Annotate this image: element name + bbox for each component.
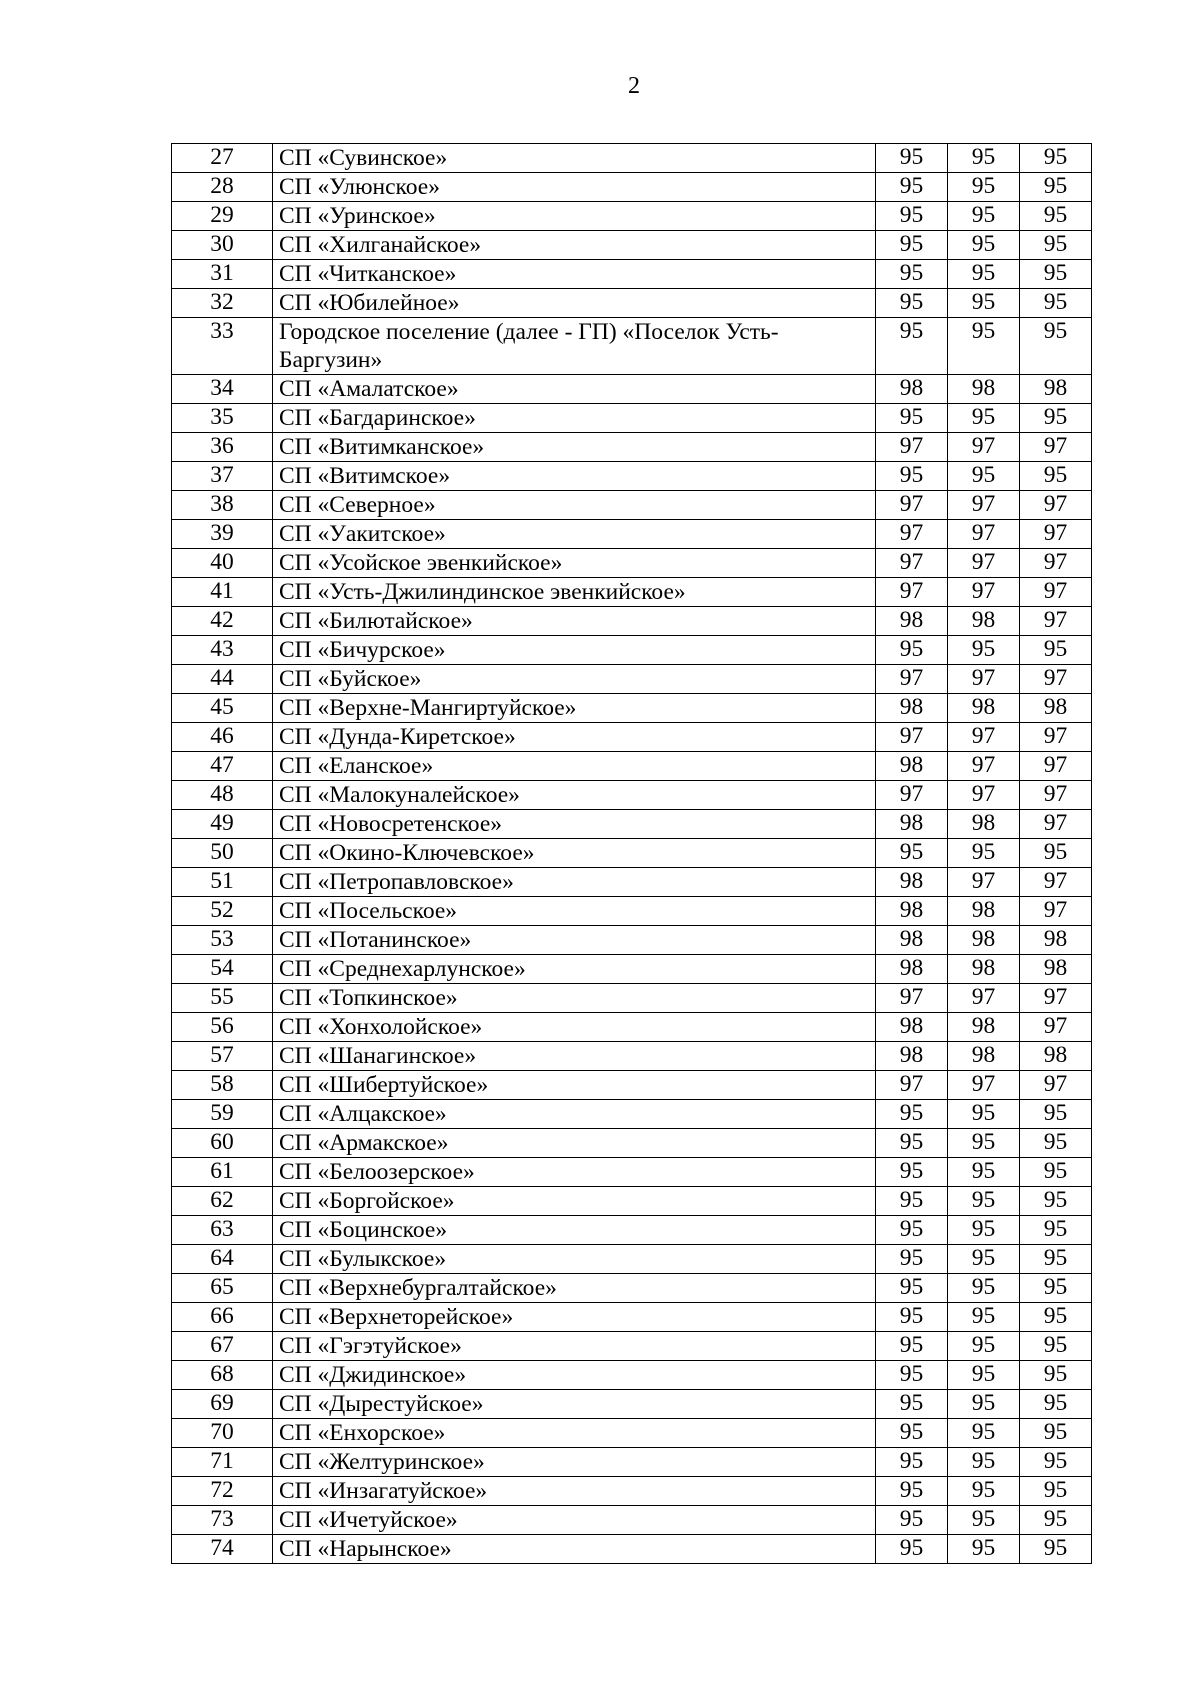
value-cell-2: 97 (948, 781, 1020, 810)
settlement-name: СП «Ичетуйское» (273, 1506, 876, 1535)
value-cell-1: 98 (876, 694, 948, 723)
table-row (172, 144, 1092, 173)
value-cell-3: 97 (1020, 1071, 1092, 1100)
table-row (172, 1100, 1092, 1129)
value-cell-1: 97 (876, 491, 948, 520)
settlement-name: СП «Бичурское» (273, 636, 876, 665)
settlement-name: СП «Уринское» (273, 202, 876, 231)
value-cell-1: 95 (876, 1274, 948, 1303)
table-row (172, 1303, 1092, 1332)
value-cell-3: 95 (1020, 289, 1092, 318)
value-cell-1: 98 (876, 810, 948, 839)
table-row (172, 955, 1092, 984)
table-row (172, 984, 1092, 1013)
value-cell-2: 95 (948, 1100, 1020, 1129)
value-cell-2: 95 (948, 839, 1020, 868)
row-number: 44 (172, 665, 273, 694)
table-row (172, 752, 1092, 781)
value-cell-2: 95 (948, 289, 1020, 318)
settlement-name: СП «Уакитское» (273, 520, 876, 549)
value-cell-1: 98 (876, 868, 948, 897)
value-cell-3: 95 (1020, 260, 1092, 289)
value-cell-1: 95 (876, 289, 948, 318)
row-number: 72 (172, 1477, 273, 1506)
value-cell-2: 95 (948, 173, 1020, 202)
table-row (172, 868, 1092, 897)
value-cell-3: 95 (1020, 202, 1092, 231)
table-row (172, 926, 1092, 955)
value-cell-3: 95 (1020, 1448, 1092, 1477)
table-row (172, 1506, 1092, 1535)
row-number: 73 (172, 1506, 273, 1535)
settlement-name: Городское поселение (далее - ГП) «Поселок Усть-Баргузин» (273, 318, 876, 375)
table-row (172, 202, 1092, 231)
value-cell-3: 95 (1020, 636, 1092, 665)
value-cell-1: 98 (876, 1013, 948, 1042)
settlement-name: СП «Потанинское» (273, 926, 876, 955)
settlement-name: СП «Армакское» (273, 1129, 876, 1158)
table-row (172, 462, 1092, 491)
value-cell-2: 95 (948, 404, 1020, 433)
row-number: 59 (172, 1100, 273, 1129)
value-cell-1: 95 (876, 404, 948, 433)
settlement-name: СП «Багдаринское» (273, 404, 876, 433)
value-cell-1: 97 (876, 549, 948, 578)
table-row (172, 1245, 1092, 1274)
row-number: 28 (172, 173, 273, 202)
value-cell-3: 95 (1020, 1187, 1092, 1216)
row-number: 49 (172, 810, 273, 839)
table-row (172, 1332, 1092, 1361)
row-number: 35 (172, 404, 273, 433)
value-cell-3: 95 (1020, 173, 1092, 202)
value-cell-2: 98 (948, 1013, 1020, 1042)
table-row (172, 578, 1092, 607)
value-cell-3: 95 (1020, 1419, 1092, 1448)
row-number: 43 (172, 636, 273, 665)
settlement-name: СП «Белоозерское» (273, 1158, 876, 1187)
value-cell-2: 98 (948, 926, 1020, 955)
table-row (172, 433, 1092, 462)
value-cell-1: 97 (876, 665, 948, 694)
table-row (172, 1419, 1092, 1448)
value-cell-1: 95 (876, 1419, 948, 1448)
value-cell-1: 95 (876, 231, 948, 260)
value-cell-1: 97 (876, 1071, 948, 1100)
value-cell-2: 95 (948, 1245, 1020, 1274)
value-cell-2: 95 (948, 462, 1020, 491)
settlement-name: СП «Петропавловское» (273, 868, 876, 897)
settlement-name: СП «Хонхолойское» (273, 1013, 876, 1042)
value-cell-3: 95 (1020, 1158, 1092, 1187)
row-number: 69 (172, 1390, 273, 1419)
value-cell-3: 95 (1020, 231, 1092, 260)
value-cell-3: 98 (1020, 375, 1092, 404)
table-row (172, 1013, 1092, 1042)
row-number: 33 (172, 318, 273, 375)
row-number: 64 (172, 1245, 273, 1274)
row-number: 48 (172, 781, 273, 810)
table-row (172, 636, 1092, 665)
value-cell-1: 98 (876, 607, 948, 636)
value-cell-1: 95 (876, 1390, 948, 1419)
settlement-name: СП «Усть-Джилиндинское эвенкийское» (273, 578, 876, 607)
value-cell-3: 97 (1020, 1013, 1092, 1042)
table-row (172, 1158, 1092, 1187)
value-cell-3: 95 (1020, 1477, 1092, 1506)
row-number: 39 (172, 520, 273, 549)
table-row (172, 375, 1092, 404)
value-cell-3: 98 (1020, 926, 1092, 955)
value-cell-1: 95 (876, 462, 948, 491)
table-row (172, 173, 1092, 202)
value-cell-1: 95 (876, 1448, 948, 1477)
value-cell-2: 95 (948, 636, 1020, 665)
row-number: 32 (172, 289, 273, 318)
value-cell-1: 97 (876, 984, 948, 1013)
value-cell-3: 97 (1020, 578, 1092, 607)
value-cell-2: 95 (948, 1477, 1020, 1506)
value-cell-2: 98 (948, 1042, 1020, 1071)
value-cell-3: 97 (1020, 723, 1092, 752)
value-cell-3: 97 (1020, 781, 1092, 810)
value-cell-1: 97 (876, 723, 948, 752)
table-row (172, 1448, 1092, 1477)
settlement-name: СП «Булыкское» (273, 1245, 876, 1274)
settlement-name: СП «Топкинское» (273, 984, 876, 1013)
value-cell-1: 95 (876, 636, 948, 665)
row-number: 45 (172, 694, 273, 723)
value-cell-1: 95 (876, 1332, 948, 1361)
value-cell-2: 97 (948, 1071, 1020, 1100)
settlement-name: СП «Гэгэтуйское» (273, 1332, 876, 1361)
row-number: 30 (172, 231, 273, 260)
value-cell-1: 98 (876, 752, 948, 781)
value-cell-3: 95 (1020, 144, 1092, 173)
row-number: 56 (172, 1013, 273, 1042)
table-row (172, 289, 1092, 318)
table-row (172, 723, 1092, 752)
row-number: 70 (172, 1419, 273, 1448)
table-row (172, 839, 1092, 868)
value-cell-3: 98 (1020, 1042, 1092, 1071)
table-row (172, 1042, 1092, 1071)
value-cell-2: 95 (948, 1448, 1020, 1477)
value-cell-1: 98 (876, 955, 948, 984)
value-cell-3: 95 (1020, 1100, 1092, 1129)
settlement-name: СП «Улюнское» (273, 173, 876, 202)
table-row (172, 260, 1092, 289)
value-cell-2: 95 (948, 1274, 1020, 1303)
value-cell-3: 95 (1020, 1361, 1092, 1390)
value-cell-2: 95 (948, 1332, 1020, 1361)
row-number: 42 (172, 607, 273, 636)
row-number: 51 (172, 868, 273, 897)
value-cell-3: 95 (1020, 1245, 1092, 1274)
value-cell-2: 98 (948, 955, 1020, 984)
row-number: 58 (172, 1071, 273, 1100)
row-number: 27 (172, 144, 273, 173)
table-row (172, 665, 1092, 694)
value-cell-2: 97 (948, 520, 1020, 549)
table-row (172, 694, 1092, 723)
row-number: 36 (172, 433, 273, 462)
value-cell-3: 95 (1020, 1332, 1092, 1361)
settlement-name: СП «Читканское» (273, 260, 876, 289)
settlement-name: СП «Сувинское» (273, 144, 876, 173)
row-number: 63 (172, 1216, 273, 1245)
value-cell-2: 95 (948, 1390, 1020, 1419)
value-cell-3: 97 (1020, 897, 1092, 926)
row-number: 41 (172, 578, 273, 607)
settlement-name: СП «Шибертуйское» (273, 1071, 876, 1100)
settlement-name: СП «Боцинское» (273, 1216, 876, 1245)
value-cell-3: 97 (1020, 984, 1092, 1013)
row-number: 38 (172, 491, 273, 520)
settlement-name: СП «Посельское» (273, 897, 876, 926)
settlement-name: СП «Новосретенское» (273, 810, 876, 839)
value-cell-2: 97 (948, 665, 1020, 694)
row-number: 67 (172, 1332, 273, 1361)
value-cell-3: 97 (1020, 491, 1092, 520)
settlement-name: СП «Дырестуйское» (273, 1390, 876, 1419)
settlement-name: СП «Джидинское» (273, 1361, 876, 1390)
settlement-name: СП «Амалатское» (273, 375, 876, 404)
settlement-name: СП «Инзагатуйское» (273, 1477, 876, 1506)
value-cell-1: 95 (876, 1506, 948, 1535)
value-cell-3: 95 (1020, 404, 1092, 433)
table-row (172, 1071, 1092, 1100)
value-cell-1: 95 (876, 260, 948, 289)
row-number: 60 (172, 1129, 273, 1158)
value-cell-2: 95 (948, 1535, 1020, 1564)
row-number: 61 (172, 1158, 273, 1187)
settlement-name: СП «Среднехарлунское» (273, 955, 876, 984)
table-row (172, 1274, 1092, 1303)
settlement-name: СП «Шанагинское» (273, 1042, 876, 1071)
row-number: 40 (172, 549, 273, 578)
table-body (172, 144, 1092, 1564)
value-cell-2: 97 (948, 433, 1020, 462)
settlement-name: СП «Желтуринское» (273, 1448, 876, 1477)
value-cell-2: 98 (948, 897, 1020, 926)
row-number: 46 (172, 723, 273, 752)
settlement-name: СП «Витимское» (273, 462, 876, 491)
value-cell-1: 97 (876, 781, 948, 810)
table-row (172, 404, 1092, 433)
row-number: 71 (172, 1448, 273, 1477)
table-row (172, 231, 1092, 260)
value-cell-2: 95 (948, 1303, 1020, 1332)
settlement-name: СП «Алцакское» (273, 1100, 876, 1129)
table-row (172, 1129, 1092, 1158)
page-number: 2 (628, 73, 640, 99)
value-cell-1: 95 (876, 1303, 948, 1332)
settlement-name: СП «Еланское» (273, 752, 876, 781)
value-cell-1: 95 (876, 1245, 948, 1274)
value-cell-1: 95 (876, 1158, 948, 1187)
value-cell-1: 95 (876, 1187, 948, 1216)
table-row (172, 520, 1092, 549)
value-cell-2: 98 (948, 694, 1020, 723)
table-row (172, 781, 1092, 810)
table-row (172, 1361, 1092, 1390)
value-cell-3: 95 (1020, 462, 1092, 491)
row-number: 55 (172, 984, 273, 1013)
value-cell-3: 97 (1020, 433, 1092, 462)
row-number: 29 (172, 202, 273, 231)
value-cell-1: 97 (876, 520, 948, 549)
value-cell-1: 95 (876, 1216, 948, 1245)
table-row (172, 1535, 1092, 1564)
value-cell-3: 95 (1020, 1274, 1092, 1303)
table-row (172, 1390, 1092, 1419)
row-number: 53 (172, 926, 273, 955)
value-cell-2: 98 (948, 375, 1020, 404)
value-cell-2: 97 (948, 578, 1020, 607)
settlements-table (171, 143, 1092, 1564)
value-cell-1: 98 (876, 1042, 948, 1071)
row-number: 52 (172, 897, 273, 926)
value-cell-3: 97 (1020, 868, 1092, 897)
row-number: 57 (172, 1042, 273, 1071)
value-cell-1: 97 (876, 578, 948, 607)
row-number: 74 (172, 1535, 273, 1564)
settlement-name: СП «Усойское эвенкийское» (273, 549, 876, 578)
value-cell-3: 95 (1020, 1390, 1092, 1419)
value-cell-2: 97 (948, 549, 1020, 578)
settlement-name: СП «Енхорское» (273, 1419, 876, 1448)
row-number: 62 (172, 1187, 273, 1216)
value-cell-3: 97 (1020, 607, 1092, 636)
value-cell-3: 97 (1020, 665, 1092, 694)
settlement-name: СП «Верхне-Мангиртуйское» (273, 694, 876, 723)
row-number: 65 (172, 1274, 273, 1303)
value-cell-3: 97 (1020, 810, 1092, 839)
value-cell-1: 95 (876, 1129, 948, 1158)
value-cell-2: 95 (948, 1187, 1020, 1216)
value-cell-2: 95 (948, 1361, 1020, 1390)
value-cell-1: 95 (876, 202, 948, 231)
row-number: 34 (172, 375, 273, 404)
value-cell-2: 98 (948, 810, 1020, 839)
value-cell-2: 95 (948, 1158, 1020, 1187)
value-cell-2: 97 (948, 491, 1020, 520)
settlement-name: СП «Северное» (273, 491, 876, 520)
value-cell-3: 97 (1020, 520, 1092, 549)
value-cell-1: 98 (876, 926, 948, 955)
value-cell-1: 95 (876, 1535, 948, 1564)
value-cell-2: 95 (948, 1506, 1020, 1535)
value-cell-2: 95 (948, 231, 1020, 260)
value-cell-2: 98 (948, 607, 1020, 636)
settlement-name: СП «Малокуналейское» (273, 781, 876, 810)
settlement-name: СП «Окино-Ключевское» (273, 839, 876, 868)
value-cell-2: 97 (948, 984, 1020, 1013)
value-cell-2: 95 (948, 260, 1020, 289)
value-cell-1: 95 (876, 173, 948, 202)
row-number: 54 (172, 955, 273, 984)
settlement-name: СП «Дунда-Киретское» (273, 723, 876, 752)
settlement-name: СП «Юбилейное» (273, 289, 876, 318)
value-cell-2: 95 (948, 144, 1020, 173)
value-cell-3: 95 (1020, 1535, 1092, 1564)
row-number: 31 (172, 260, 273, 289)
value-cell-1: 95 (876, 839, 948, 868)
value-cell-3: 95 (1020, 318, 1092, 375)
value-cell-2: 97 (948, 868, 1020, 897)
value-cell-3: 97 (1020, 752, 1092, 781)
table-row (172, 1187, 1092, 1216)
value-cell-3: 98 (1020, 955, 1092, 984)
settlement-name: СП «Боргойское» (273, 1187, 876, 1216)
value-cell-2: 95 (948, 1216, 1020, 1245)
value-cell-2: 95 (948, 202, 1020, 231)
value-cell-1: 95 (876, 1477, 948, 1506)
table-row (172, 1477, 1092, 1506)
row-number: 47 (172, 752, 273, 781)
table-row (172, 318, 1092, 375)
row-number: 50 (172, 839, 273, 868)
settlement-name: СП «Хилганайское» (273, 231, 876, 260)
value-cell-3: 95 (1020, 1216, 1092, 1245)
table-row (172, 607, 1092, 636)
value-cell-1: 98 (876, 375, 948, 404)
settlement-name: СП «Верхнеторейское» (273, 1303, 876, 1332)
row-number: 68 (172, 1361, 273, 1390)
settlement-name: СП «Верхнебургалтайское» (273, 1274, 876, 1303)
value-cell-3: 98 (1020, 694, 1092, 723)
value-cell-2: 95 (948, 1419, 1020, 1448)
table-row (172, 491, 1092, 520)
table-row (172, 810, 1092, 839)
value-cell-1: 97 (876, 433, 948, 462)
value-cell-1: 95 (876, 144, 948, 173)
row-number: 66 (172, 1303, 273, 1332)
settlement-name: СП «Нарынское» (273, 1535, 876, 1564)
value-cell-1: 95 (876, 318, 948, 375)
table-row (172, 1216, 1092, 1245)
settlement-name: СП «Витимканское» (273, 433, 876, 462)
settlement-name: СП «Буйское» (273, 665, 876, 694)
value-cell-3: 95 (1020, 1303, 1092, 1332)
value-cell-2: 95 (948, 1129, 1020, 1158)
value-cell-3: 95 (1020, 839, 1092, 868)
row-number: 37 (172, 462, 273, 491)
value-cell-3: 95 (1020, 1506, 1092, 1535)
value-cell-1: 95 (876, 1361, 948, 1390)
settlement-name: СП «Билютайское» (273, 607, 876, 636)
value-cell-3: 95 (1020, 1129, 1092, 1158)
value-cell-3: 97 (1020, 549, 1092, 578)
table-row (172, 897, 1092, 926)
table-row (172, 549, 1092, 578)
value-cell-1: 98 (876, 897, 948, 926)
value-cell-1: 95 (876, 1100, 948, 1129)
value-cell-2: 95 (948, 318, 1020, 375)
value-cell-2: 97 (948, 723, 1020, 752)
value-cell-2: 97 (948, 752, 1020, 781)
